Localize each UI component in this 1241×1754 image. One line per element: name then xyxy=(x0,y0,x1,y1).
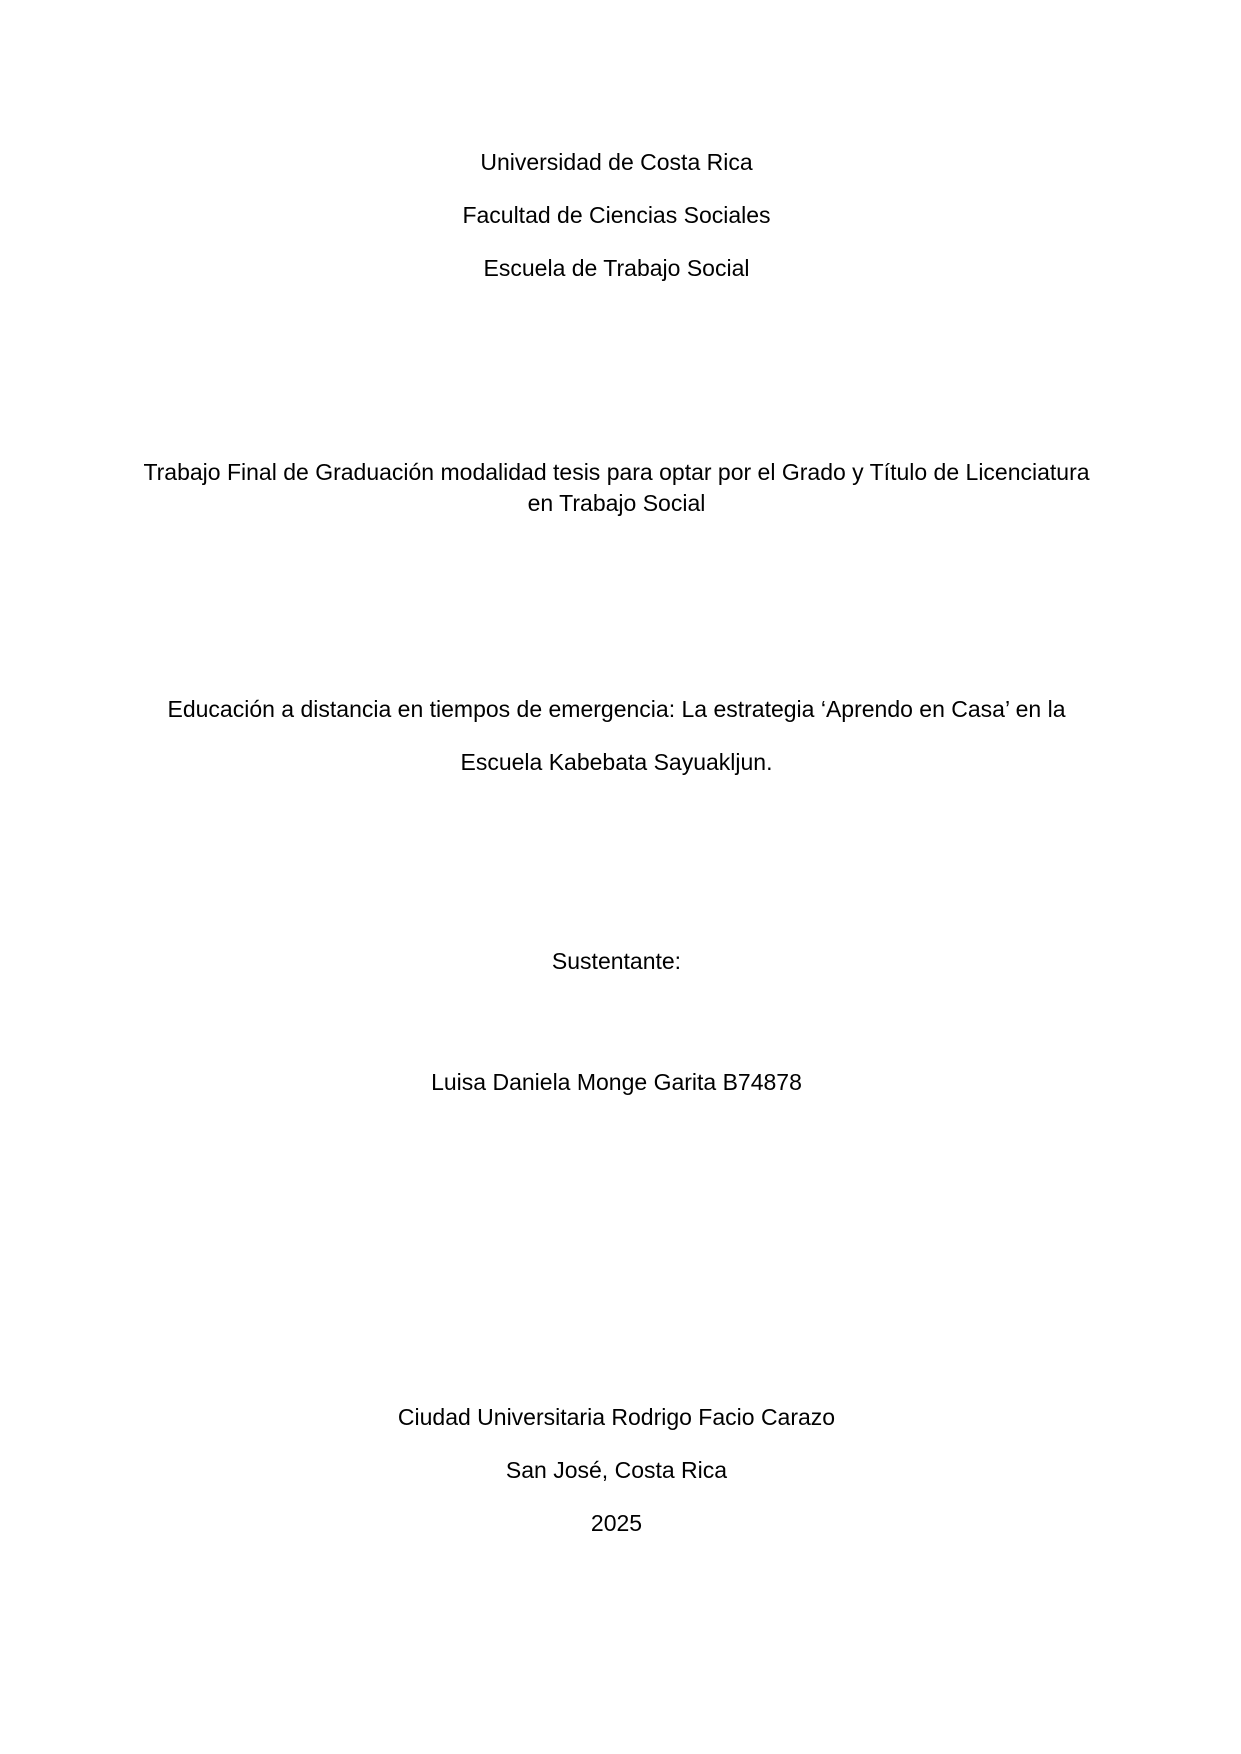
city-country: San José, Costa Rica xyxy=(505,1457,728,1483)
author-label: Sustentante: xyxy=(551,948,682,974)
faculty-name: Facultad de Ciencias Sociales xyxy=(462,202,771,228)
school-name: Escuela de Trabajo Social xyxy=(483,255,750,281)
thesis-title-line-2: Escuela Kabebata Sayuakljun. xyxy=(460,749,773,775)
degree-line-1: Trabajo Final de Graduación modalidad tesis para optar por el Grado y Título de Licenciatura xyxy=(143,459,1090,485)
year: 2025 xyxy=(590,1510,643,1536)
university-name: Universidad de Costa Rica xyxy=(480,149,753,175)
author-name: Luisa Daniela Monge Garita B74878 xyxy=(431,1069,802,1095)
degree-line-2: en Trabajo Social xyxy=(527,490,706,516)
campus-name: Ciudad Universitaria Rodrigo Facio Carazo xyxy=(397,1404,836,1430)
thesis-title-line-1: Educación a distancia en tiempos de emergencia: La estrategia ‘Aprendo en Casa’ en la xyxy=(167,696,1066,722)
